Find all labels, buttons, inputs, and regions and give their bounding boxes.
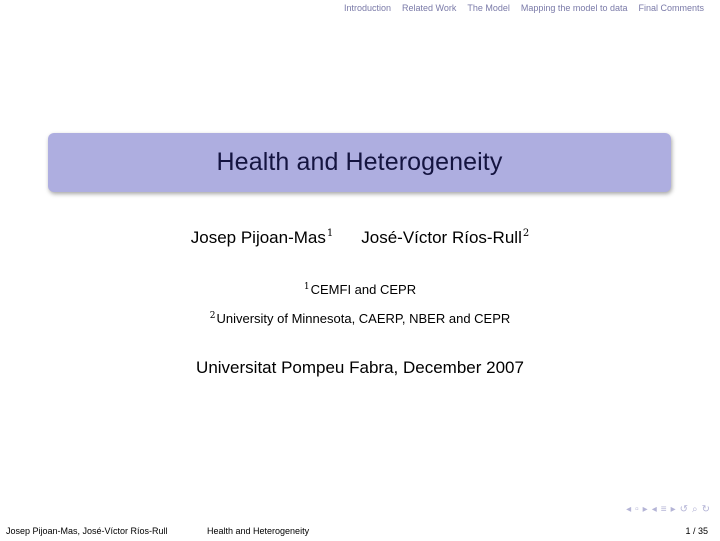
affiliation-1 xyxy=(0,282,720,297)
author-1-mark: 1 xyxy=(326,228,334,239)
prev-section-icon[interactable]: ◂ xyxy=(651,504,657,515)
author-1 xyxy=(191,228,334,248)
affiliation-2 xyxy=(0,311,720,326)
forward-icon[interactable]: ↻ xyxy=(701,504,710,515)
page-number: 1 / 35 xyxy=(685,526,708,536)
nav-introduction[interactable]: Introduction xyxy=(343,3,391,13)
author-1-name: Josep Pijoan-Mas xyxy=(190,228,326,247)
next-frame-icon[interactable]: ▸ xyxy=(642,504,648,515)
back-icon[interactable]: ↺ xyxy=(679,504,688,515)
author-2-name: José-Víctor Ríos-Rull xyxy=(361,228,522,247)
next-section-icon[interactable]: ▸ xyxy=(670,504,676,515)
presentation-title: Health and Heterogeneity xyxy=(216,148,503,176)
footer-title: Health and Heterogeneity xyxy=(207,526,310,536)
author-2-mark: 2 xyxy=(522,228,530,239)
nav-related-work[interactable]: Related Work xyxy=(402,3,457,13)
title-box xyxy=(48,133,671,192)
affiliation-2-text: University of Minnesota, CAERP, NBER and CEPR xyxy=(216,311,511,326)
event-venue-date: Universitat Pompeu Fabra, December 2007 xyxy=(196,358,524,377)
section-navigation xyxy=(344,3,704,13)
nav-mapping-model-to-data[interactable]: Mapping the model to data xyxy=(520,3,628,13)
footer xyxy=(0,524,720,538)
author-2 xyxy=(361,228,529,248)
section-icon[interactable]: ≡ xyxy=(660,504,667,515)
prev-frame-icon[interactable]: ◂ xyxy=(626,504,632,515)
affiliation-1-text: CEMFI and CEPR xyxy=(310,282,417,297)
affiliation-2-mark: 2 xyxy=(209,311,216,321)
frame-icon[interactable]: ▫ xyxy=(635,504,639,515)
nav-final-comments[interactable]: Final Comments xyxy=(638,3,704,13)
affiliation-1-mark: 1 xyxy=(303,282,310,292)
nav-the-model[interactable]: The Model xyxy=(467,3,510,13)
search-icon[interactable]: ⌕ xyxy=(692,504,698,515)
beamer-nav-controls xyxy=(626,505,710,515)
authors xyxy=(0,228,720,248)
footer-authors: Josep Pijoan-Mas, José-Víctor Ríos-Rull xyxy=(6,526,168,536)
